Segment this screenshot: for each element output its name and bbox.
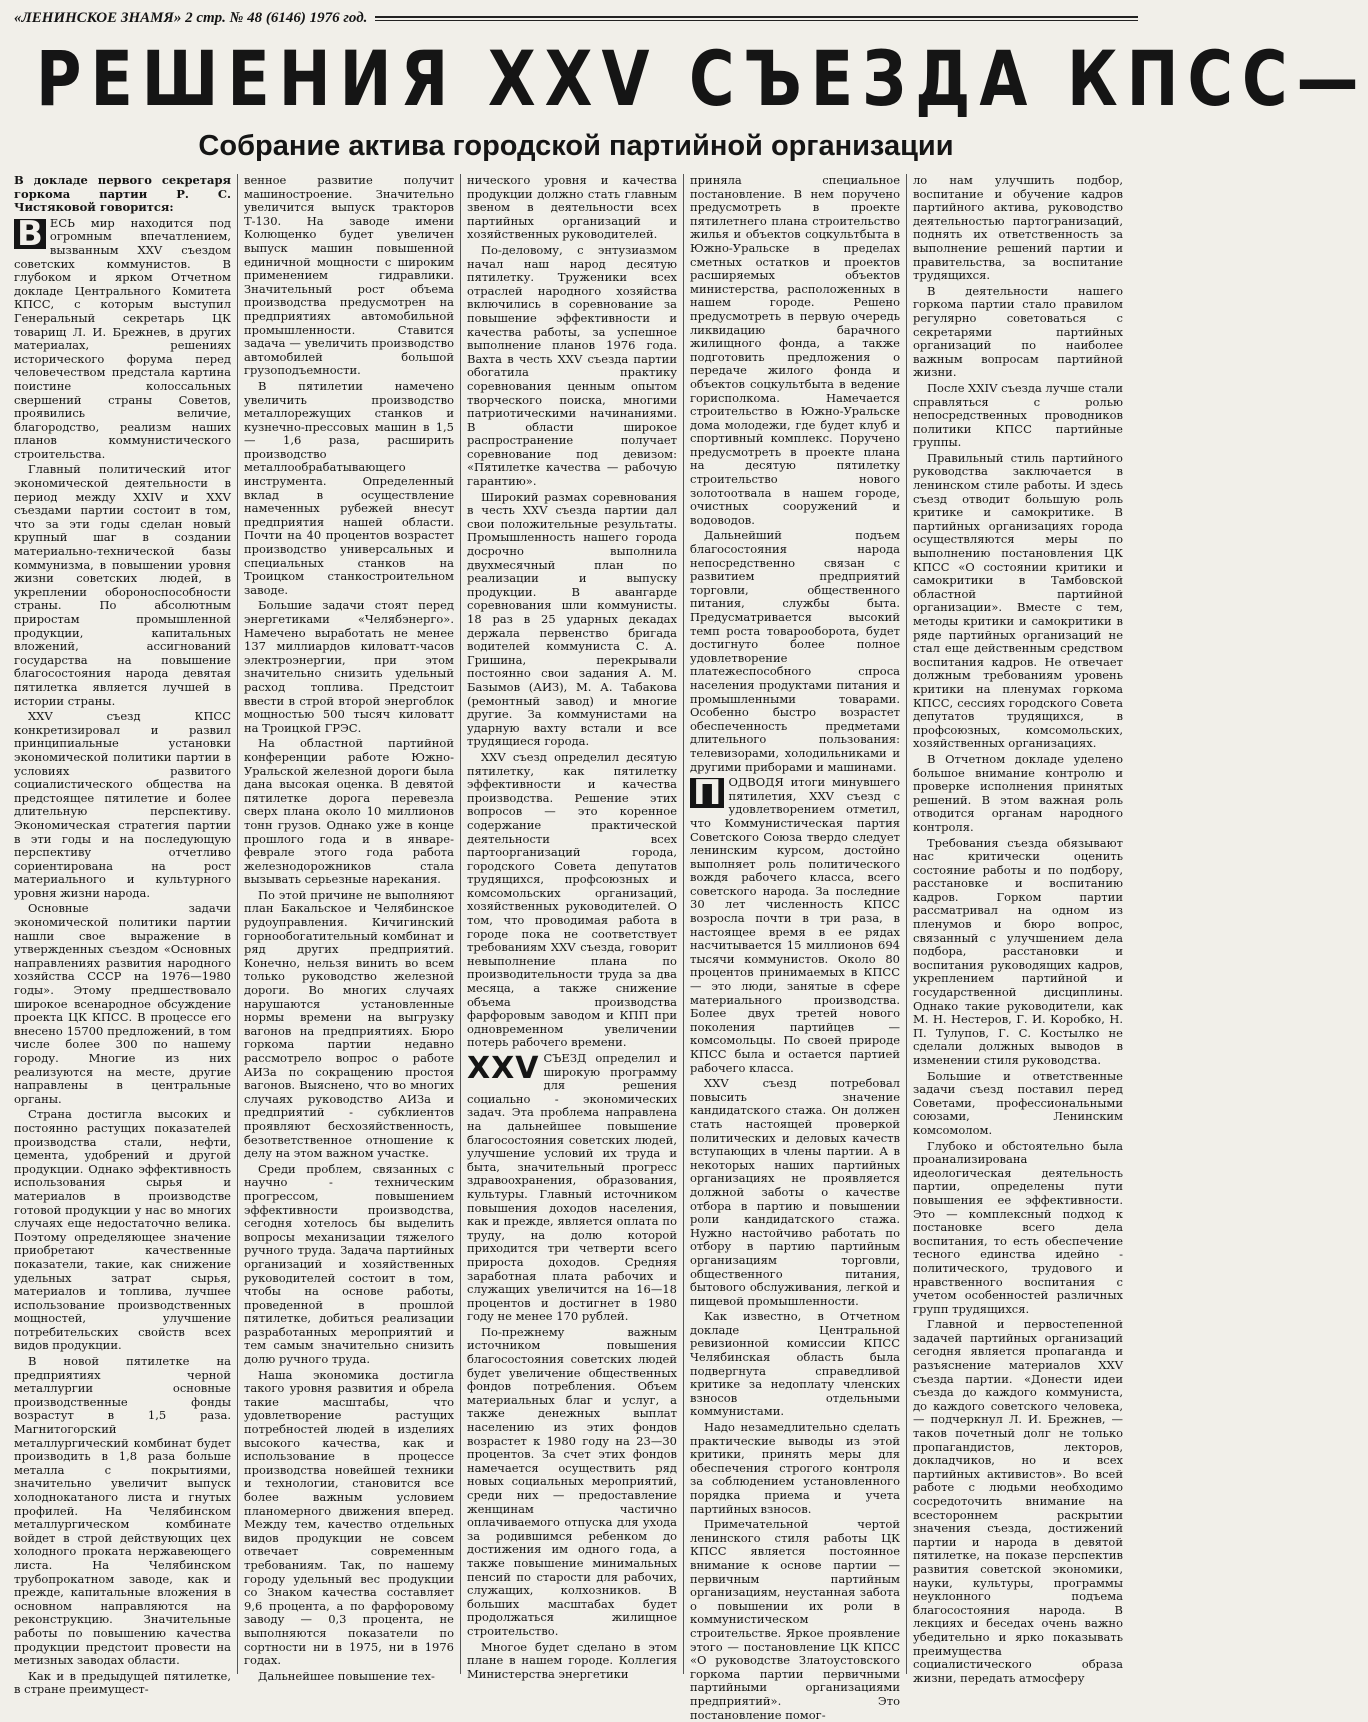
- masthead-rule: [375, 16, 1138, 21]
- column-2-paragraph-6: Среди проблем, связанных с научно - техническим прогрессом, повышением эффективности производства, сегодня хотелось бы выделить вопросы механизации тяжелого ручного труда. Задача партийных организаций и хозяйственных руководителей состоит в том, чтобы на основе работы, проведенной в прошлой пятилетке, добиться реализации разработанных мероприятий и тем самым значительно снизить долю ручного труда.: [244, 1161, 454, 1367]
- column-2-paragraph-8: Дальнейшее повышение тех-: [258, 1668, 435, 1683]
- column-1-paragraph-3: XXV съезд КПСС конкретизировал и развил принципиальные установки экономической политики партии в условиях развитого социалистического общества на предстоящее пятилетие и более длительную перспективу. Экономическая стратегия партии в эти годы и на последующую перспективу отчетливо сориентирована на рост материального и культурного уровня жизни народа.: [14, 709, 231, 900]
- column-4-paragraph-6: Надо незамедлительно сделать практические выводы из этой критики, принять меры для обеспечения строгого контроля за соблюдением установленного порядка приема и учета партийных взносов.: [690, 1420, 900, 1516]
- column-5-paragraph-8: Глубоко и обстоятельно была проанализирована идеологическая деятельность партии, определены пути повышения ее эффективности. Это — комплексный подход к постановке всего дела воспитания, то есть обеспечение тесного единства идейно - политического, трудового и нравственного воспитания с учетом особенностей различных групп трудящихся.: [913, 1138, 1123, 1316]
- column-2-paragraph-1: венное развитие получит машиностроение. Значительно увеличится выпуск тракторов Т-130. На заводе имени Колющенко будет увеличен выпуск машин повышенной единичной мощности с широким применением гидравлики. Значительный рост объема производства предусмотрен на предприятиях автомобильной промышленности. Ставится задача — увеличить производство автомобилей большой грузоподъемности.: [244, 173, 454, 378]
- dropcap-v: В: [14, 219, 46, 249]
- masthead-line: [14, 8, 1138, 28]
- masthead-text: «ЛЕНИНСКОЕ ЗНАМЯ» 2 стр. № 48 (6146) 1976 год.: [14, 9, 368, 26]
- column-5-paragraph-5: В Отчетном докладе уделено большое внимание контролю и проверке исполнения принятых решений. В этом важная роль отводится органам народного контроля.: [913, 751, 1123, 834]
- column-1-lead: В докладе первого секретаря горкома партии Р. С. Чистяковой говорится:: [14, 173, 231, 215]
- column-1-paragraph-7: Как и в предыдущей пятилетке, в стране преимущест-: [14, 1668, 231, 1697]
- column-5-paragraph-3: После XXIV съезда лучше стали справляться с ролью непосредственных проводников политики КПСС партийные группы.: [913, 380, 1123, 450]
- article-columns: [14, 173, 1138, 1722]
- column-2-paragraph-3: Большие задачи стоят перед энергетиками «Челябэнерго». Намечено выработать не менее 137 миллиардов киловатт-часов электроэнергии, при этом значительно снизить удельный расход топлива. Предстоит ввести в строй второй энергоблок мощностью 500 тысяч киловатт на Троицкой ГРЭС.: [244, 598, 454, 735]
- column-3-paragraph-3: Широкий размах соревнования в честь XXV съезда партии дал свои положительные результаты. Промышленность нашего города досрочно выполнила двухмесячный план по реализации и выпуску продукции. В авангарде соревнования шли коммунисты. 18 раз в 25 ударных декадах держала первенство бригада водителей коммуниста С. А. Гришина, перекрывали постоянно свои задания А. М. Базымов (АИЗ), М. А. Табакова (ремонтный завод) и многие другие. За коммунистами на ударную вахту встали и все трудящиеся города.: [467, 489, 677, 749]
- column-3-paragraph-1: нического уровня и качества продукции должно стать главным звеном в деятельности всех партийных организаций и хозяйственных руководителей.: [467, 173, 677, 242]
- column-5-paragraph-9: Главной и первостепенной задачей партийных организаций сегодня является пропаганда и разъяснение материалов XXV съезда партии. «Донести идеи съезда до каждого коммуниста, до каждого советского человека, — подчеркнул Л. И. Брежнев, — таков почетный долг не только пропагандистов, лекторов, докладчиков, но и всех партийных активистов». Во всей работе с людьми необходимо сосредоточить внимание на всестороннем раскрытии значения съезда, достижений партии и народа в девятой пятилетке, на показе перспектив развития советской экономики, науки, культуры, программы неуклонного подъема благосостояния народа. В лекциях и беседах очень важно убедительно и ярко показывать преимущества социалистического образа жизни, передать атмосферу: [913, 1317, 1123, 1685]
- headline: РЕШЕНИЯ XXV СЪЕЗДА КПСС—: [36, 34, 1368, 124]
- column-3-paragraph-4: XXV съезд определил десятую пятилетку, как пятилетку эффективности и качества производства. Решение этих вопросов — это коренное содержание практической деятельности всех партоорганизаций города, городского Совета депутатов трудящихся, профсоюзных и комсомольских организаций, хозяйственных руководителей. О том, что проводимая работа в городе пока не соответствует требованиям XXV съезда, говорит невыполнение плана по производительности труда за два месяца, а также снижение объема производства фарфоровым заводом и КПП при одновременном увеличении потерь рабочего времени.: [467, 749, 677, 1050]
- column-4-paragraph-3: П ОДВОДЯ итоги минувшего пятилетия, XXV съезд с удовлетворением отметил, что Коммунистическая партия Советского Союза твердо следует ленинским курсом, достойно выполняет роль политического вождя рабочего класса, всего советского народа. За последние 30 лет численность КПСС возросла почти в три раза, в настоящее время в ее рядах насчитывается 15 миллионов 694 тысячи коммунистов. Около 80 процентов принимаемых в КПСС — это люди, занятые в сфере материального производства. Более двух третей нового поколения партийцев — комсомольцы. По своей природе КПСС была и остается партией рабочего класса.: [690, 773, 900, 1075]
- column-5-paragraph-2: В деятельности нашего горкома партии стало правилом регулярно советоваться с секретарями партийных организаций по наиболее важным вопросам партийной жизни.: [913, 283, 1123, 380]
- column-4-paragraph-7: Примечательной чертой ленинского стиля работы ЦК КПСС является постоянное внимание к основе партии — первичным партийным организациям, неустанная забота о повышении их роли в коммунистическом строительстве. Яркое проявление этого — постановление ЦК КПСС «О руководстве Златоустовского горкома партии первичными партийными организациями предприятий». Это постановление помог-: [690, 1517, 900, 1722]
- column-2-paragraph-2: В пятилетии намечено увеличить производство металлорежущих станков и кузнечно-прессовых машин в 1,5 — 1,6 раза, расширить производство металлообрабатывающего инструмента. Определенный вклад в осуществление намеченных рубежей внесут предприятия нашей области. Почти на 40 процентов возрастет производство универсальных и специальных станков на Троицком станкостроительном заводе.: [244, 378, 454, 597]
- column-3: [460, 173, 683, 1681]
- column-4-paragraph-2: Дальнейший подъем благосостояния народа непосредственно связан с развитием предприятий торговли, общественного питания, службы быта. Предусматривается высокий темп роста товарооборота, будет достигнуто более полное удовлетворение платежеспособного спроса населения продуктами питания и промышленными товарами. Особенно быстро возрастет обеспеченность предметами длительного пользования: телевизорами, холодильниками и другими приборами и машинами.: [690, 528, 900, 774]
- column-5: [906, 173, 1129, 1685]
- column-5-paragraph-7: Большие и ответственные задачи съезд поставил перед Советами, профессиональными союзами, Ленинским комсомолом.: [913, 1068, 1123, 1137]
- column-2-paragraph-5: По этой причине не выполняют план Бакальское и Челябинское рудоуправления. Кичигинский горнообогатительный комбинат и ряд других предприятий. Конечно, нельзя винить во всем только руководство железной дороги. Во многих случаях нарушаются установленные нормы времени на выгрузку вагонов на предприятиях. Бюро горкома партии недавно рассмотрело вопрос о работе АИЗа по сокращению простоя вагонов. Выяснено, что во многих случаях руководство АИЗа и предприятий - субклиентов проявляют бесхозяйственность, безответственное отношение к делу на этом важном участке.: [244, 887, 454, 1161]
- column-1: [14, 173, 237, 1697]
- column-4-paragraph-4: XXV съезд потребовал повысить значение кандидатского стажа. Он должен стать настоящей проверкой политических и деловых качеств вступающих в члены партии. А в некоторых наших партийных организациях не проявляется должной заботы о качестве отбора в партию и повышении роли кандидатского стажа. Нужно настойчиво работать по отбору в партию партийным организациям торговли, общественного питания, бытового обслуживания, легкой и пищевой промышленности.: [690, 1076, 900, 1308]
- column-1-paragraph-6: В новой пятилетке на предприятиях черной металлургии основные производственные фонды возрастут в 1,5 раза. Магнитогорский металлургический комбинат будет производить в 1,8 раза больше металла с покрытиями, значительно увеличит выпуск холоднокатаного листа и гнутых профилей. На Челябинском металлургическом комбинате войдет в строй действующих цех холодного проката нержавеющего листа. На Челябинском трубопрокатном заводе, как и прежде, капитальные вложения в основном направляются на реконструкцию. Значительные работы по повышению качества продукции предстоит провести на метизных заводах области.: [14, 1354, 231, 1668]
- column-4: [683, 173, 906, 1722]
- subheadline: Собрание актива городской партийной организации: [198, 130, 954, 162]
- column-1-paragraph-5: Страна достигла высоких и постоянно растущих показателей производства стали, нефти, цемента, удобрений и другой продукции. Однако эффективность использования сырья и материалов в производстве готовой продукции у нас во многих случаях еще недостаточно велика. Поэтому определяющее значение приобретают качественные показатели, такие, как снижение удельных затрат сырья, материалов и топлива, лучшее использование производственных мощностей, улучшение потребительских свойств всех видов продукции.: [14, 1107, 231, 1353]
- column-3-paragraph-6: По-прежнему важным источником повышения благосостояния советских людей будет увеличение общественных фондов потребления. Объем материальных благ и услуг, а также денежных выплат населению из этих фондов возрастет к 1980 году на 23—30 процентов. За счет этих фондов намечается осуществить ряд новых социальных мероприятий, среди них — предоставление женщинам частично оплачиваемого отпуска для ухода за родившимся ребенком до достижения им одного года, а также повышение минимальных пенсий по старости для рабочих, служащих, колхозников. В больших масштабах будет продолжаться жилищное строительство.: [467, 1324, 677, 1638]
- column-3-paragraph-5: XXV СЪЕЗД определил и широкую программу для решения социально - экономических задач. Эта проблема направлена на дальнейшее повышение благосостояния советских людей, улучшение условий их труда и быта, значительный прогресс здравоохранения, образования, культуры. Главный источником повышения доходов населения, как и прежде, является оплата по труду, на долю которой приходится три четверти всего прироста доходов. Средняя заработная плата рабочих и служащих увеличится на 16—18 процентов и достигнет в 1980 году не менее 170 рублей.: [467, 1051, 677, 1324]
- column-2-paragraph-7: Наша экономика достигла такого уровня развития и обрела такие масштабы, что удовлетворение растущих потребностей людей в изделиях высокого качества, как и использование в процессе производства новейшей техники и технологии, становится все более важным условием планомерного движения вперед. Между тем, качество отдельных видов продукции не совсем отвечает современным требованиям. Так, по нашему городу удельный вес продукции со Знаком качества составляет 9,6 процента, а по фарфоровому заводу — 0,3 процента, не выполняются показатели по сортности ни в 1975, ни в 1976 годах.: [244, 1367, 454, 1668]
- column-2-paragraph-4: На областной партийной конференции работе Южно-Уральской железной дороги была дана высокая оценка. В девятой пятилетке дорога перевезла сверх плана около 10 миллионов тонн грузов. Однако уже в конце прошлого года и в январе-феврале этого года работа железнодорожников стала вызывать серьезные нарекания.: [244, 736, 454, 887]
- bigcap-xxv: XXV: [467, 1051, 540, 1086]
- column-1-paragraph-1: В ЕСЬ мир находится под огромным впечатлением, вызванным XXV съездом советских коммунистов. В глубоком и ярком Отчетном докладе Центрального Комитета КПСС, с которым выступил Генеральный секретарь ЦК товарищ Л. И. Брежнев, в других материалах, решениях исторического форума перед человечеством предстала картина поистине колоссальных свершений страны Советов, проявились величие, благородство, реализм наших планов коммунистического строительства.: [14, 213, 231, 461]
- column-4-paragraph-5: Как известно, в Отчетном докладе Центральной ревизионной комиссии КПСС Челябинская область была подвергнута справедливой критике за недоплату членских взносов отдельными коммунистами.: [690, 1309, 900, 1419]
- column-3-paragraph-7: Многое будет сделано в этом плане в нашем городе. Коллегия Министерства энергетики: [467, 1639, 677, 1681]
- dropcap-p: П: [690, 778, 724, 808]
- column-2: [237, 173, 460, 1683]
- column-5-paragraph-6: Требования съезда обязывают нас критически оценить состояние работы и по подбору, расстановке и воспитанию кадров. Горком партии рассматривал на одном из пленумов и бюро вопрос, связанный с улучшением дела подбора, расстановки и воспитания руководящих кадров, укреплением партийной и государственной дисциплины. Однако такие руководители, как М. Н. Нестеров, Г. И. Коробко, Н. П. Тулупов, Г. С. Костылко не сделали должных выводов в изменении стиля руководства.: [913, 835, 1123, 1067]
- column-1-paragraph-4: Основные задачи экономической политики партии нашли свое выражение в утвержденных съездом «Основных направлениях развития народного хозяйства СССР на 1976—1980 годы». Этому предшествовало широкое всенародное обсуждение проекта ЦК КПСС. В процессе его внесено 15700 предложений, в том числе более 300 по нашему городу. Многие из них реализуются на месте, другие направлены в центральные органы.: [14, 901, 231, 1106]
- column-5-paragraph-1: ло нам улучшить подбор, воспитание и обучение кадров партийного актива, руководство деятельностью партогранизаций, поднять их ответственность за выполнение решений партии и правительства, за воспитание трудящихся.: [913, 173, 1123, 283]
- column-5-paragraph-4: Правильный стиль партийного руководства заключается в ленинском стиле работы. И здесь съезд отводит большую роль критике и самокритике. В партийных организациях города осуществляются меры по выполнению постановления ЦК КПСС «О состоянии критики и самокритики в Тамбовской областной партийной организации». Вместе с тем, методы критики и самокритики в ряде партийных организаций не стал еще действенным средством воспитания кадров. Не отвечает должным требованиям уровень критики на пленумах горкома КПСС, сессиях городского Совета депутатов трудящихся, в профсоюзных, комсомольских, хозяйственных организациях.: [913, 450, 1123, 751]
- column-4-paragraph-1: приняла специальное постановление. В нем поручено предусмотреть в проекте пятилетнего плана строительство жилья и объектов соцкультбыта в Южно-Уральске в пределах сметных остатков и проектов расширяемых объектов министерства, расположенных в нашем городе. Решено предусмотреть в первую очередь ликвидацию барачного жилищного фонда, а также подготовить предложения о передаче жилого фонда и объектов соцкультбыта в ведение горисполкома. Намечается строительство в Южно-Уральске дома молодежи, где будет клуб и спортивный комплекс. Поручено предусмотреть в проекте плана на десятую пятилетку строительство нового золотоотвала в нашем городе, очистных сооружений и водоводов.: [690, 173, 900, 527]
- column-3-paragraph-2: По-деловому, с энтузиазмом начал наш народ десятую пятилетку. Труженики всех отраслей народного хозяйства включились в соревнование за повышение эффективности и качества работы, за успешное выполнение планов 1976 года. Вахта в честь XXV съезда партии обогатила практику соревнования ценным опытом творческого поиска, многими патриотическими начинаниями. В области широкое распространение получает соревнование под девизом: «Пятилетке качества — рабочую гарантию».: [467, 242, 677, 489]
- column-1-paragraph-2: Главный политический итог экономической деятельности в период между XXIV и XXV съездами партии состоит в том, что за эти годы сделан новый крупный шаг в создании материально-технической базы коммунизма, в повышении уровня жизни советских людей, в укреплении обороноспособности страны. По абсолютным приростам промышленной продукции, капитальных вложений, ассигнований государства на повышение благосостояния народа девятая пятилетка является лучшей в истории страны.: [14, 462, 231, 708]
